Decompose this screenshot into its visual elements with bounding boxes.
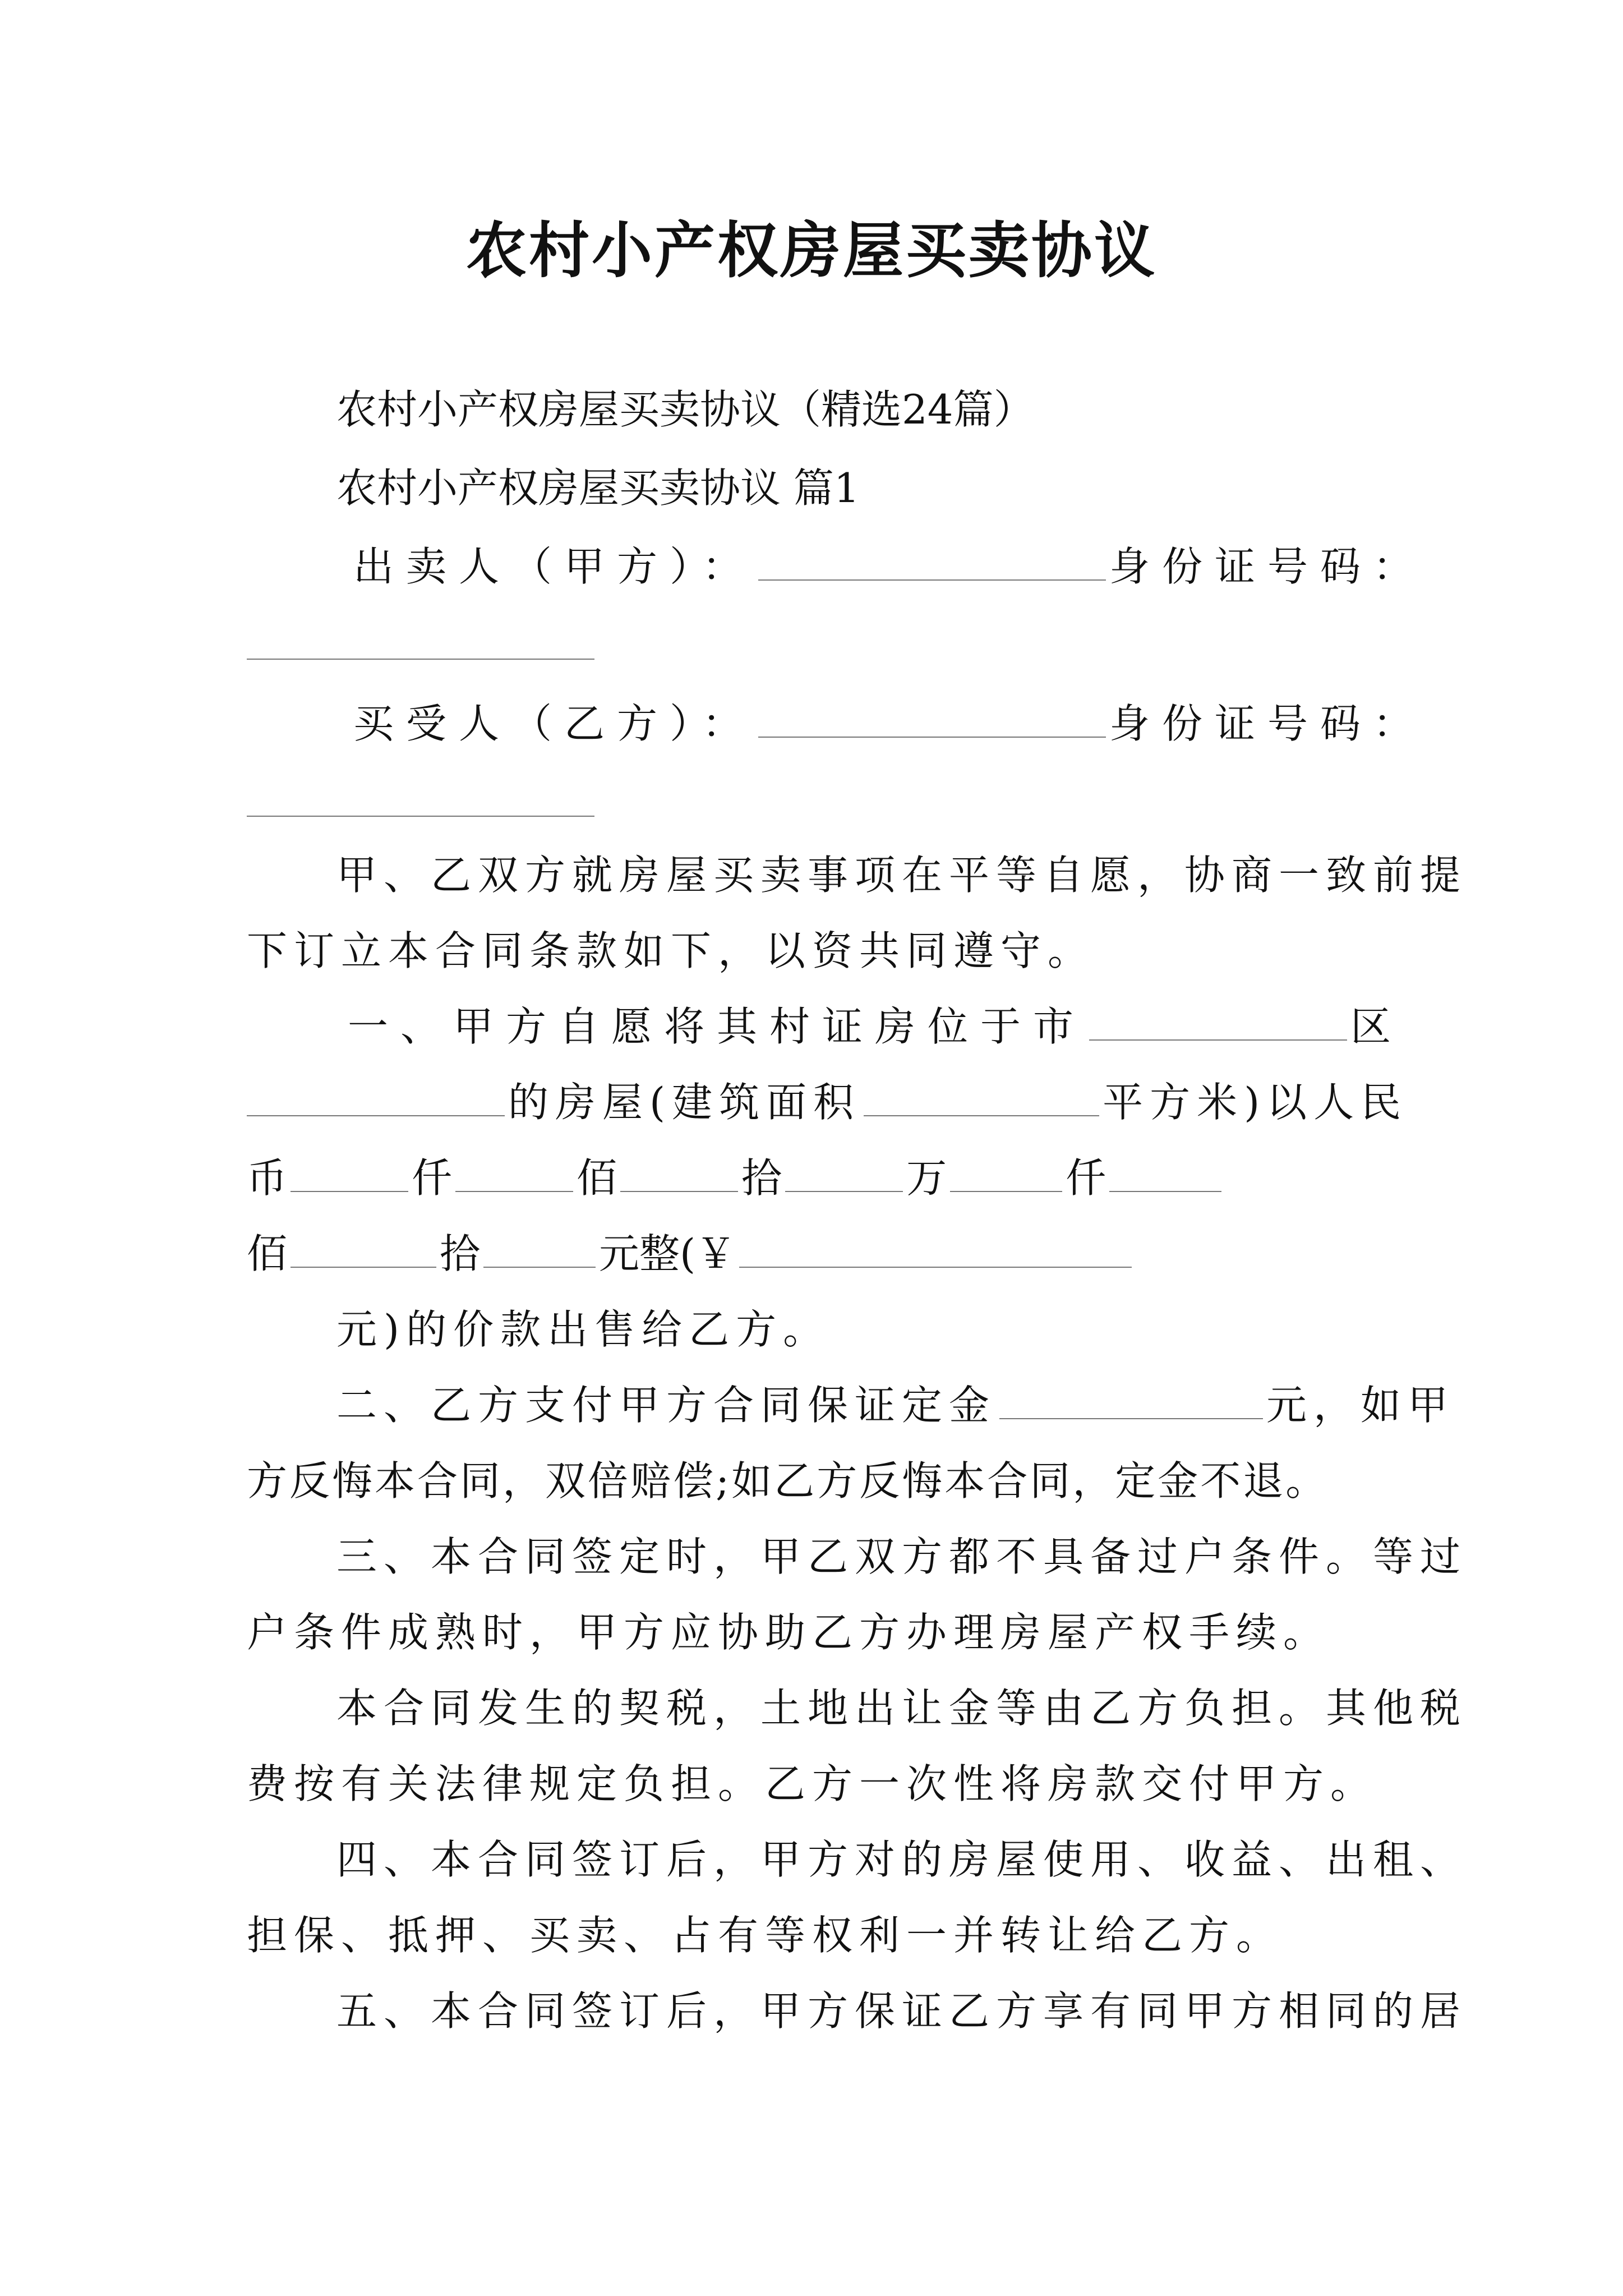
amount-blank-7	[291, 1230, 436, 1268]
amount-blank-4	[785, 1154, 903, 1192]
clause2-line-2: 方反悔本合同，双倍赔偿;如乙方反悔本合同，定金不退。	[247, 1457, 1329, 1504]
clause1-line-5: 元)的价款出售给乙方。	[336, 1306, 831, 1353]
unit-bai-2: 佰	[247, 1230, 288, 1277]
seller-name-blank	[758, 542, 1106, 581]
clause2-line-1	[336, 1377, 1455, 1433]
amount-blank-1	[291, 1154, 408, 1192]
unit-shi: 拾	[741, 1154, 782, 1202]
clause1-line-3	[247, 1150, 1225, 1206]
clause1-area-blank	[864, 1078, 1099, 1116]
intro-line-2: 下订立本合同条款如下，以资共同遵守。	[247, 927, 1095, 974]
amount-blank-6	[1109, 1154, 1221, 1192]
clause1-line-4	[247, 1226, 1135, 1282]
unit-yuan-zheng: 元整(￥	[599, 1230, 736, 1277]
tax-line-1: 本合同发生的契税，土地出让金等由乙方负担。其他税	[336, 1685, 1468, 1732]
clause1-text-2: 区	[1350, 1003, 1391, 1050]
section-heading: 农村小产权房屋买卖协议 篇1	[336, 464, 860, 512]
tax-line-2: 费按有关法律规定负担。乙方一次性将房款交付甲方。	[247, 1760, 1378, 1807]
clause4-line-1: 四、本合同签订后，甲方对的房屋使用、收益、出租、	[336, 1836, 1468, 1883]
unit-qian: 仟	[412, 1154, 453, 1202]
buyer-line	[353, 696, 1426, 752]
amount-blank-3	[620, 1154, 738, 1192]
buyer-label: 买受人（乙方）：	[353, 700, 755, 747]
clause5-line-1: 五、本合同签订后，甲方保证乙方享有同甲方相同的居	[336, 1987, 1468, 2035]
buyer-id-blank	[247, 815, 594, 817]
clause1-line-1	[348, 999, 1391, 1055]
amount-blank-2	[455, 1154, 573, 1192]
buyer-id-label: 身份证号码：	[1109, 700, 1426, 747]
clause2-text-2: 元，如甲	[1266, 1382, 1455, 1429]
unit-wan: 万	[906, 1154, 947, 1202]
unit-shi-2: 拾	[440, 1230, 481, 1277]
amount-blank-8	[483, 1230, 596, 1268]
seller-id-label: 身份证号码：	[1109, 543, 1426, 590]
intro-line-1: 甲、乙双方就房屋买卖事项在平等自愿，协商一致前提	[336, 852, 1468, 899]
clause4-line-2: 担保、抵押、买卖、占有等权利一并转让给乙方。	[247, 1912, 1284, 1959]
clause2-text-1: 二、乙方支付甲方合同保证定金	[336, 1382, 997, 1429]
amount-total-blank	[739, 1230, 1132, 1268]
unit-bai: 佰	[577, 1154, 617, 1202]
unit-qian-2: 仟	[1066, 1154, 1106, 1202]
document-title: 农村小产权房屋买卖协议	[465, 215, 1157, 286]
clause3-line-1: 三、本合同签定时，甲乙双方都不具备过户条件。等过	[336, 1533, 1468, 1580]
seller-line	[353, 539, 1426, 595]
clause3-line-2: 户条件成熟时，甲方应协助乙方办理房屋产权手续。	[247, 1609, 1331, 1656]
deposit-blank	[999, 1381, 1263, 1419]
clause1-text-1: 一、甲方自愿将其村证房位于市	[348, 1003, 1086, 1050]
seller-label: 出卖人（甲方）：	[353, 543, 755, 590]
clause1-line-2	[247, 1074, 1408, 1130]
document-subtitle: 农村小产权房屋买卖协议（精选24篇）	[336, 386, 1034, 433]
seller-id-blank	[247, 657, 594, 660]
buyer-name-blank	[758, 700, 1106, 738]
clause1-text-4: 平方米)以人民	[1103, 1079, 1408, 1126]
clause1-city-blank	[1089, 1002, 1347, 1041]
amount-blank-5	[950, 1154, 1062, 1192]
clause1-location-blank	[247, 1078, 505, 1116]
clause1-text-3: 的房屋(建筑面积	[508, 1079, 861, 1126]
currency-label: 币	[247, 1154, 288, 1202]
